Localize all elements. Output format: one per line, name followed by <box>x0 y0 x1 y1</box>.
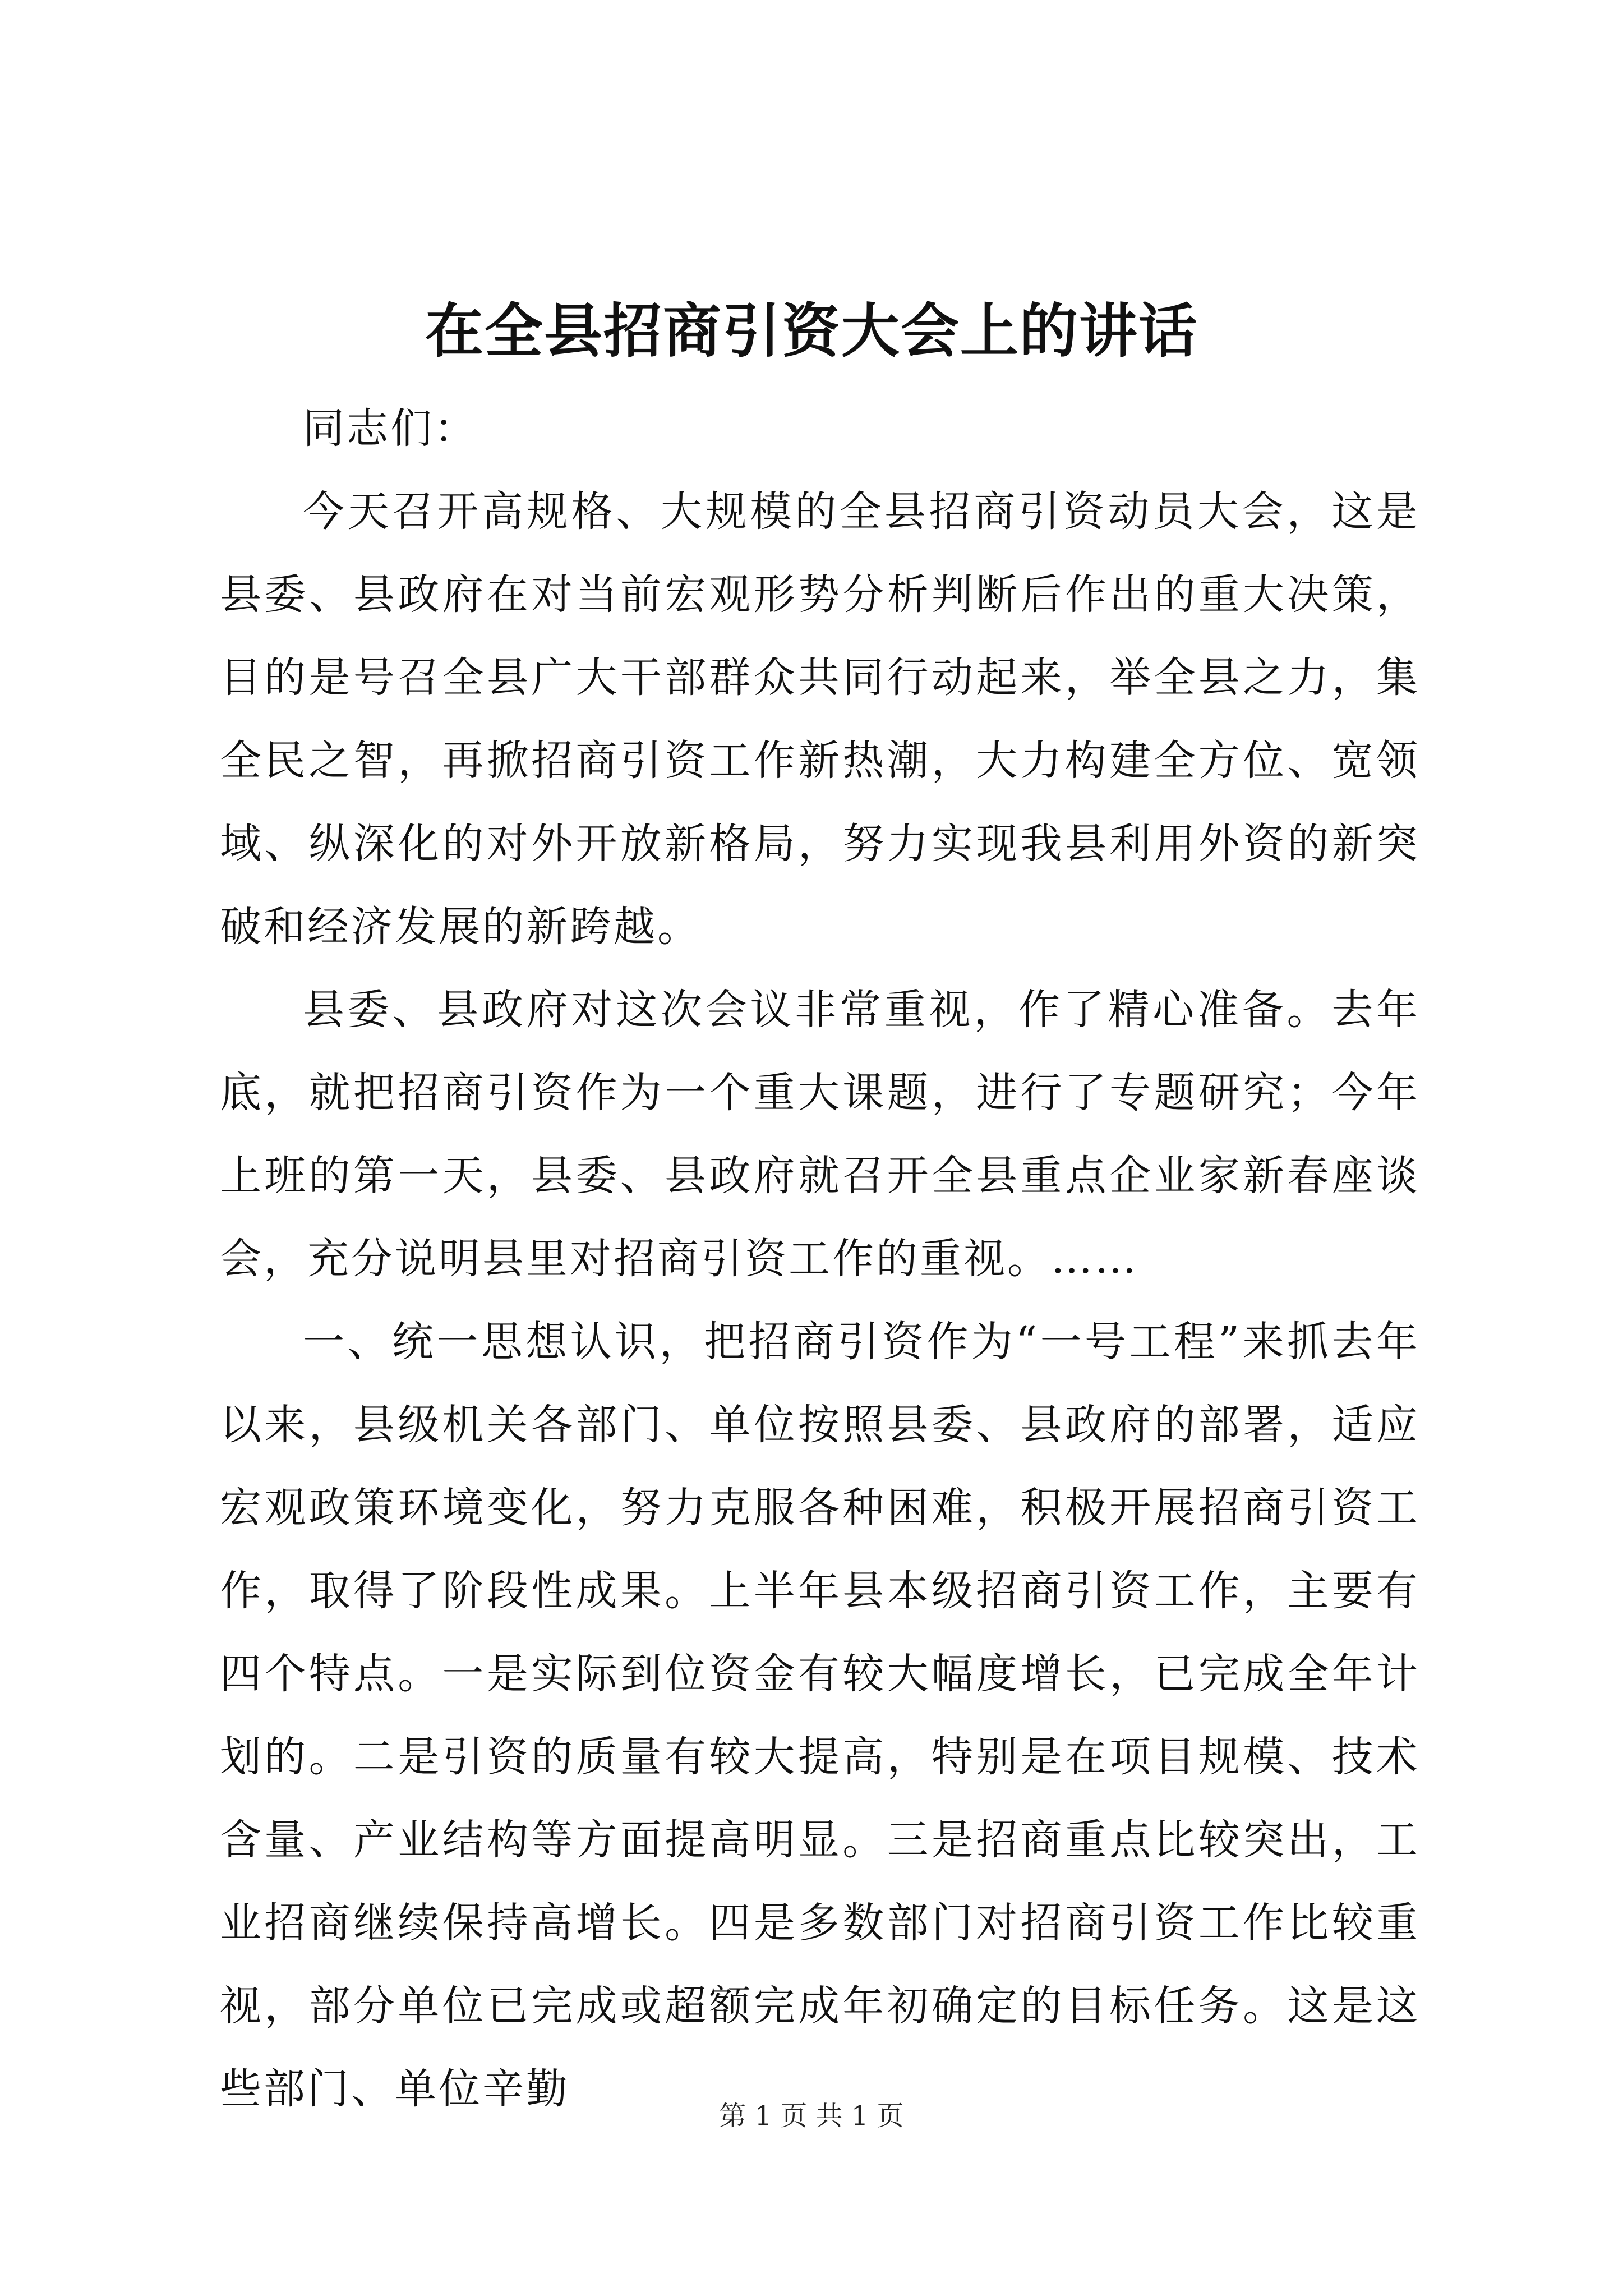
body-paragraph-3: 一、统一思想认识，把招商引资作为“一号工程”来抓去年以来，县级机关各部门、单位按照县委、县政府的部署，适应宏观政策环境变化，努力克服各种困难，积极开展招商引资工作，取得了阶段性成果。上半年县本级招商引资工作，主要有四个特点。一是实际到位资金有较大幅度增长，已完成全年计划的。二是引资的质量有较大提高，特别是在项目规模、技术含量、产业结构等方面提高明显。三是招商重点比较突出，工业招商继续保持高增长。四是多数部门对招商引资工作比较重视，部分单位已完成或超额完成年初确定的目标任务。这是这些部门、单位辛勤 <box>220 1318 1420 2113</box>
page-footer <box>0 2098 1623 2134</box>
document-body <box>220 387 1420 2131</box>
body-paragraph-1: 今天召开高规格、大规模的全县招商引资动员大会，这是县委、县政府在对当前宏观形势分析判断后作出的重大决策，目的是号召全县广大干部群众共同行动起来，举全县之力，集全民之智，再掀招商引资工作新热潮，大力构建全方位、宽领域、纵深化的对外开放新格局，努力实现我县利用外资的新突破和经济发展的新跨越。 <box>220 487 1420 951</box>
salutation-paragraph: 同志们： <box>303 404 478 453</box>
page-number-label: 第 1 页 共 1 页 <box>719 2100 904 2132</box>
document-title: 在全县招商引资大会上的讲话 <box>425 296 1198 365</box>
body-paragraph-2: 县委、县政府对这次会议非常重视，作了精心准备。去年底，就把招商引资作为一个重大课题，进行了专题研究；今年上班的第一天，县委、县政府就召开全县重点企业家新春座谈会，充分说明县里对招商引资工作的重视。…… <box>220 986 1420 1283</box>
